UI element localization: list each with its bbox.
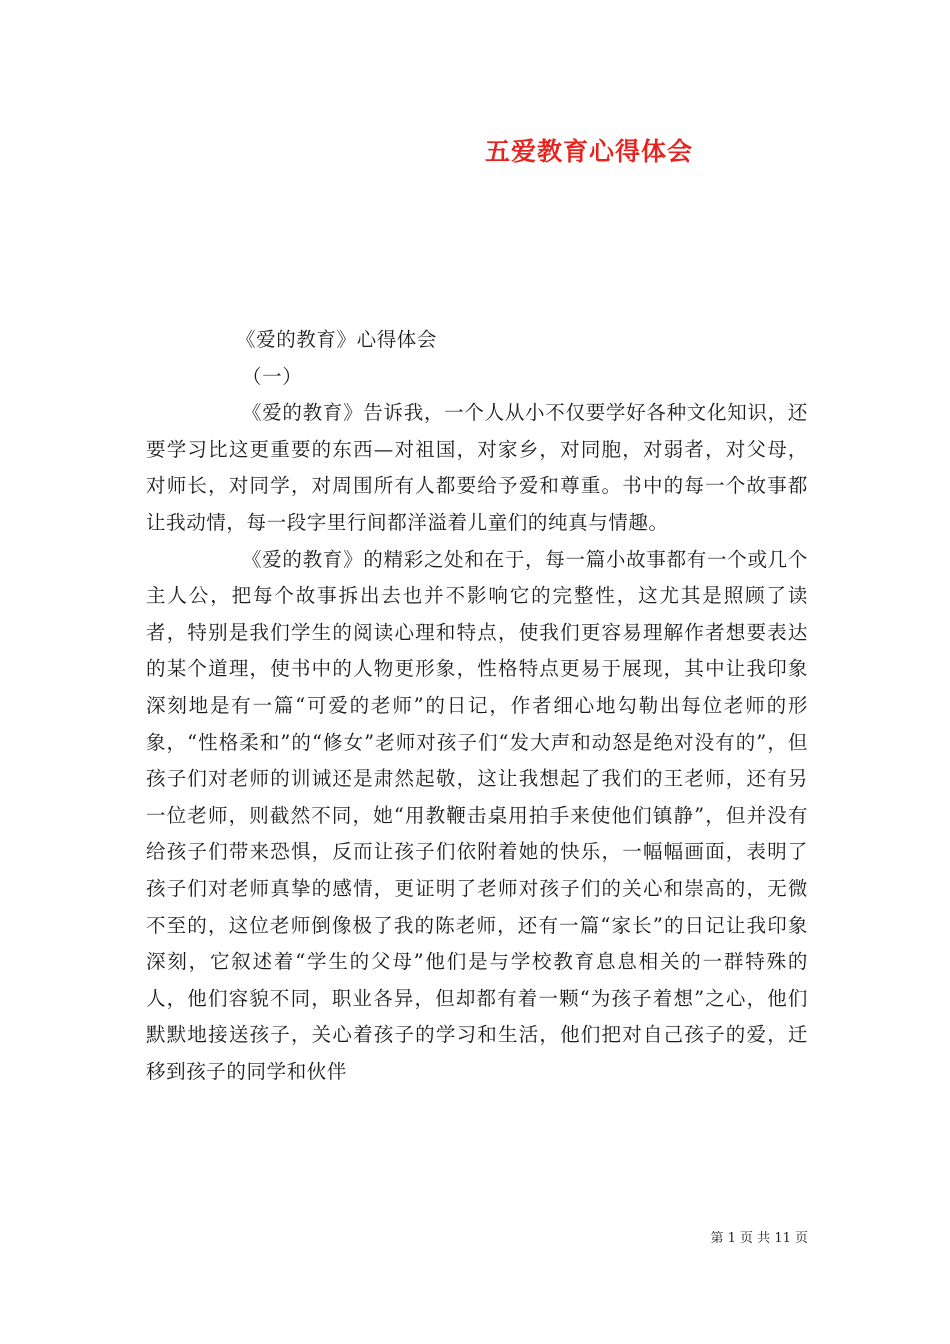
document-title: 五爱教育心得体会 [484,137,693,166]
paragraph-2: 《爱的教育》的精彩之处和在于，每一篇小故事都有一个或几个主人公，把每个故事拆出去也并不影响它的完整性，这尤其是照顾了读者，特别是我们学生的阅读心理和特点，使我们更容易理解作者想要表达的某个道理，使书中的人物更形象，性格特点更易于展现，其中让我印象深刻地是有一篇“可爱的老师”的日记，作者细心地勾勒出每位老师的形象，“性格柔和”的“修女”老师对孩子们“发大声和动怒是绝对没有的”，但孩子们对老师的训诫还是肃然起敬，这让我想起了我们的王老师，还有另一位老师，则截然不同，她“用教鞭击桌用拍手来使他们镇静”，但并没有给孩子们带来恐惧，反而让孩子们依附着她的快乐，一幅幅画面，表明了孩子们对老师真挚的感情，更证明了老师对孩子们的关心和崇高的，无微不至的，这位老师倒像极了我的陈老师，还有一篇“家长”的日记让我印象深刻，它叙述着“学生的父母”他们是与学校教育息息相关的一群特殊的人，他们容貌不同，职业各异，但却都有着一颗“为孩子着想”之心，他们默默地接送孩子，关心着孩子的学习和生活，他们把对自己孩子的爱，迁移到孩子的同学和伙伴 [146,547,808,1083]
section-number: （一） [242,364,303,388]
section-subtitle: 《爱的教育》心得体会 [236,328,438,351]
paragraph-1: 《爱的教育》告诉我，一个人从小不仅要学好各种文化知识，还要学习比这更重要的东西—对祖国，对家乡，对同胞，对弱者，对父母，对师长，对同学，对周围所有人都要给予爱和尊重。书中的每一个故事都让我动情，每一段字里行间都洋溢着儿童们的纯真与情趣。 [146,401,808,534]
page-footer: 第 1 页 共 11 页 [710,1231,808,1246]
document-body [146,322,808,1090]
